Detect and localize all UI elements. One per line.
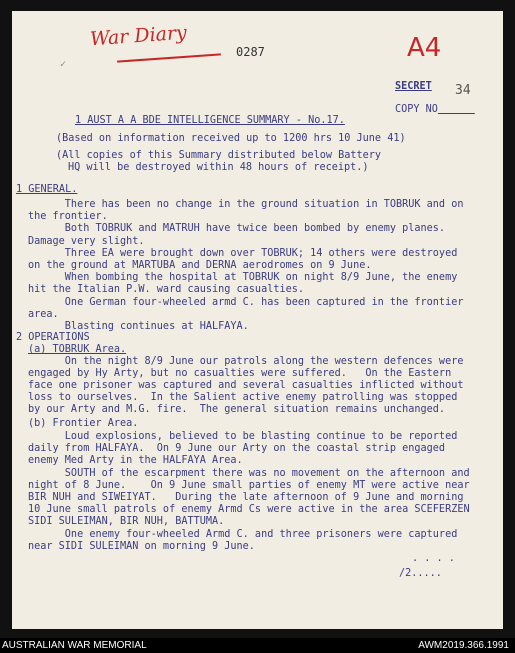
notice-line-1: (All copies of this Summary distributed below Battery [56,150,382,161]
subsection-tobruk-heading: (a) TOBRUK Area. [28,344,127,355]
text-line: daily from HALFAYA. On 9 June our Arty on the coastal strip engaged [28,443,446,455]
copy-number: 34 [455,83,471,98]
text-line: loss to ourselves. In the Salient active enemy patrolling was stopped [28,392,458,403]
text-line: Three EA were brought down over TOBRUK; 14 others were destroyed [28,247,458,259]
text-line: SOUTH of the escarpment there was no movement on the afternoon and [28,467,470,479]
text-line: Damage very slight. [28,235,145,247]
notice-line-2: HQ will be destroyed within 48 hours of receipt.) [68,162,369,173]
text-line: on the ground at MARTUBA and DERNA aerodromes on 9 June. [28,260,372,271]
archive-footer [0,638,515,653]
text-line: engaged by Hy Arty, but no casualties were suffered. On the Eastern [28,368,452,379]
secret-label: SECRET [395,81,432,92]
footer-institution: AUSTRALIAN WAR MEMORIAL [2,640,147,651]
text-line: Both TOBRUK and MATRUH have twice been bombed by enemy planes. [28,223,446,235]
text-line: Blasting continues at HALFAYA. [28,321,249,332]
text-line: 10 June small patrols of enemy Armd Cs were active in the area SCEFERZEN [28,504,470,516]
text-line: near SIDI SULEIMAN on morning 9 June. [28,540,255,552]
margin-mark: ✓ [60,59,67,70]
footer-accession-number: AWM2019.366.1991 [418,640,509,651]
document-subtitle: (Based on information received up to 1200 hrs 10 June 41) [56,133,406,144]
document-title: 1 AUST A A BDE INTELLIGENCE SUMMARY - No.17. [75,115,345,126]
text-line: SIDI SULEIMAN, BIR NUH, BATTUMA. [28,516,225,528]
text-line: hit the Italian P.W. ward causing casualties. [28,284,305,296]
section-operations-heading: 2 OPERATIONS [16,332,90,343]
text-line: One enemy four-wheeled Armd C. and three prisoners were captured [28,528,458,540]
text-line: There has been no change in the ground situation in TOBRUK and on [28,199,464,210]
text-line: When bombing the hospital at TOBRUK on night 8/9 June, the enemy [28,272,458,284]
text-line: Loud explosions, believed to be blasting continue to be reported [28,431,458,442]
document-page [12,11,503,629]
text-line: On the night 8/9 June our patrols along the western defences were [28,356,464,367]
text-line: face one prisoner was captured and several casualties inflicted without [28,380,464,391]
reference-number: 0287 [236,45,265,59]
text-line: One German four-wheeled armd C. has been captured in the frontier [28,296,464,308]
text-line: enemy Med Arty in the HALFAYA Area. [28,455,243,467]
text-line: area. [28,308,59,320]
section-general-heading: 1 GENERAL. [16,184,78,195]
text-line: night of 8 June. On 9 June small parties of enemy MT were active near [28,479,470,491]
copy-no-label: COPY NO [395,104,438,115]
handwritten-note: War Diary [89,21,188,51]
handwritten-page-mark: A4 [407,33,442,63]
subsection-frontier-heading: (b) Frontier Area. [28,418,139,429]
continuation-dots: . . . . [412,553,455,564]
text-line: BIR NUH and SIWEIYAT. During the late afternoon of 9 June and morning [28,492,464,503]
text-line: by our Arty and M.G. fire. The general situation remains unchanged. [28,404,446,415]
text-line: the frontier. [28,211,108,223]
page-continuation: /2..... [399,568,442,579]
handwritten-underline [117,53,221,62]
